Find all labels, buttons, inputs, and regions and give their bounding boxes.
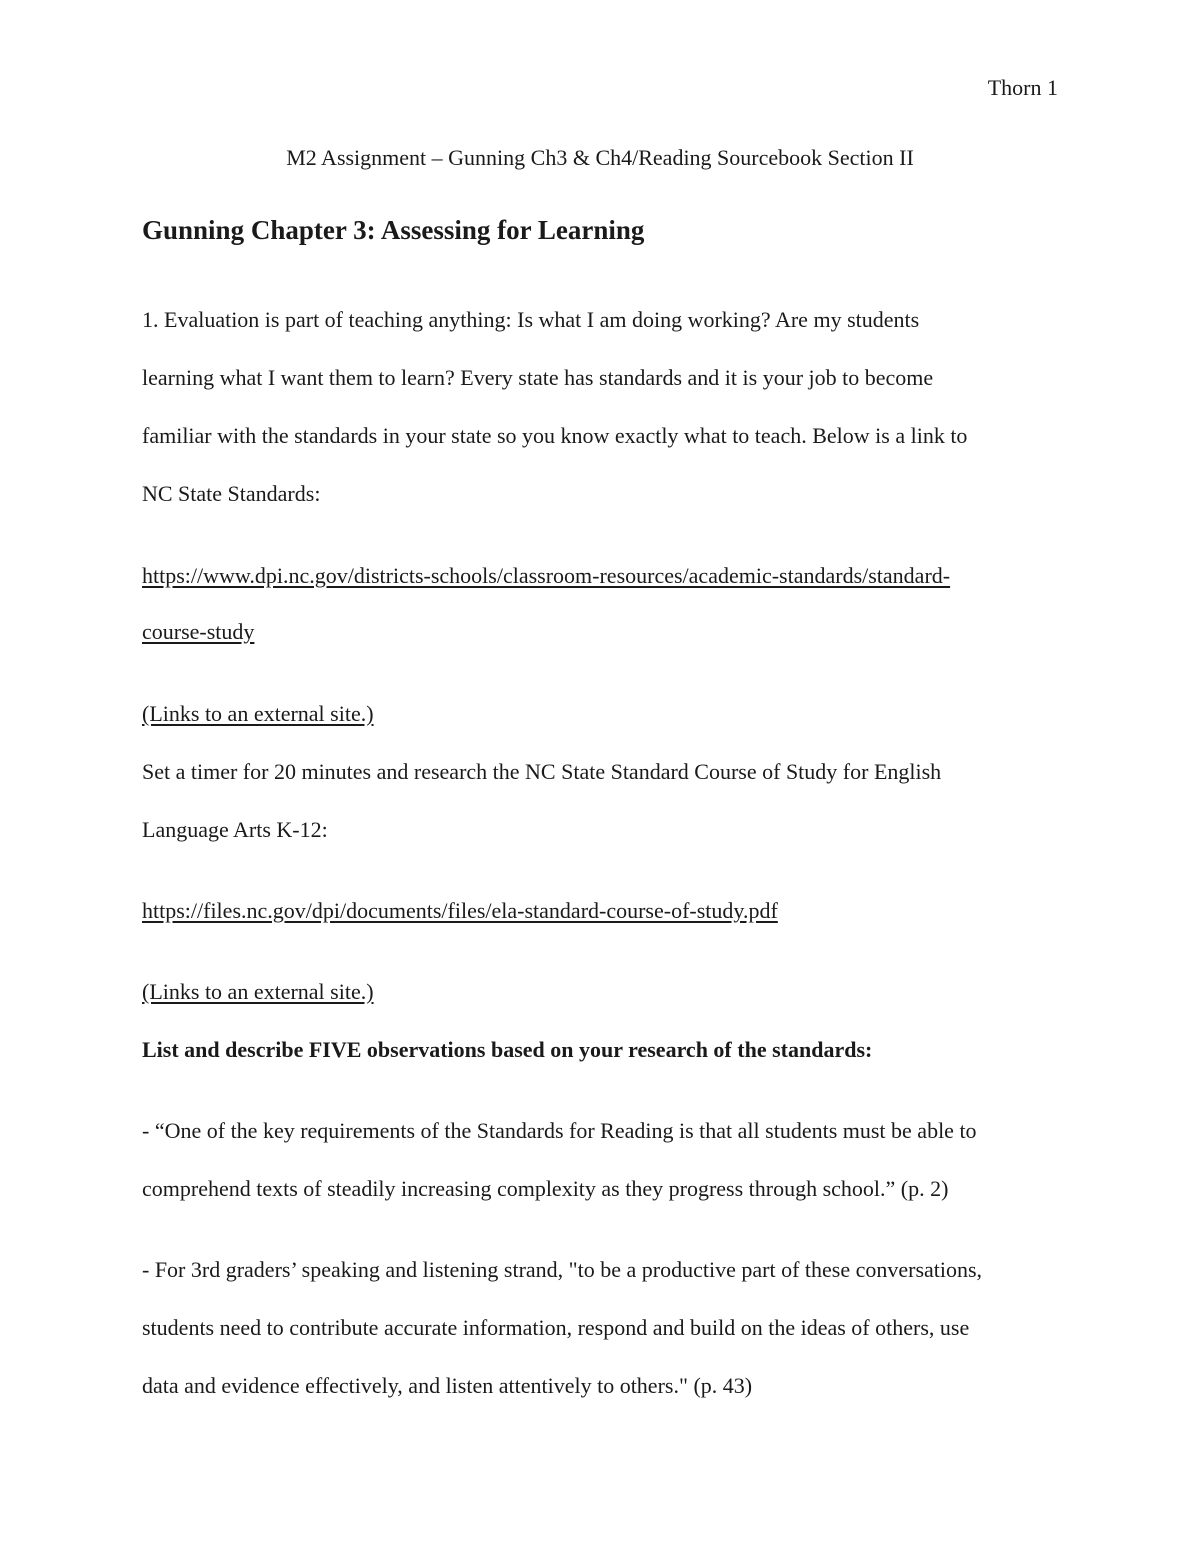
- external-site-link[interactable]: (Links to an external site.): [142, 979, 374, 1004]
- running-head: Thorn 1: [987, 75, 1058, 100]
- question-line: NC State Standards:: [142, 481, 321, 506]
- observation-line: - For 3rd graders’ speaking and listening strand, "to be a productive part of these conversations,: [142, 1257, 983, 1282]
- observations-prompt: List and describe FIVE observations based on your research of the standards:: [142, 1037, 873, 1062]
- observation-line: students need to contribute accurate information, respond and build on the ideas of others, use: [142, 1315, 970, 1340]
- observation-line: data and evidence effectively, and listen attentively to others." (p. 43): [142, 1373, 753, 1398]
- ela-standards-pdf-link[interactable]: https://files.nc.gov/dpi/documents/files/ela-standard-course-of-study.pdf: [142, 898, 778, 923]
- document-title: M2 Assignment – Gunning Ch3 & Ch4/Reading Sourcebook Section II: [286, 145, 914, 170]
- standards-link-continued[interactable]: course-study: [142, 619, 255, 644]
- question-line: learning what I want them to learn? Every state has standards and it is your job to become: [142, 365, 934, 390]
- standards-link[interactable]: https://www.dpi.nc.gov/districts-schools/classroom-resources/academic-standards/standard-: [142, 563, 951, 588]
- timer-instruction-line: Language Arts K-12:: [142, 817, 328, 842]
- observation-line: - “One of the key requirements of the Standards for Reading is that all students must be able to: [142, 1118, 977, 1143]
- chapter-heading: Gunning Chapter 3: Assessing for Learning: [142, 215, 645, 245]
- question-line: 1. Evaluation is part of teaching anything: Is what I am doing working? Are my students: [142, 307, 920, 332]
- external-site-link[interactable]: (Links to an external site.): [142, 701, 374, 726]
- timer-instruction-line: Set a timer for 20 minutes and research the NC State Standard Course of Study for English: [142, 759, 942, 784]
- observation-line: comprehend texts of steadily increasing complexity as they progress through school.” (p. 2): [142, 1176, 949, 1201]
- question-line: familiar with the standards in your state so you know exactly what to teach. Below is a link to: [142, 423, 968, 448]
